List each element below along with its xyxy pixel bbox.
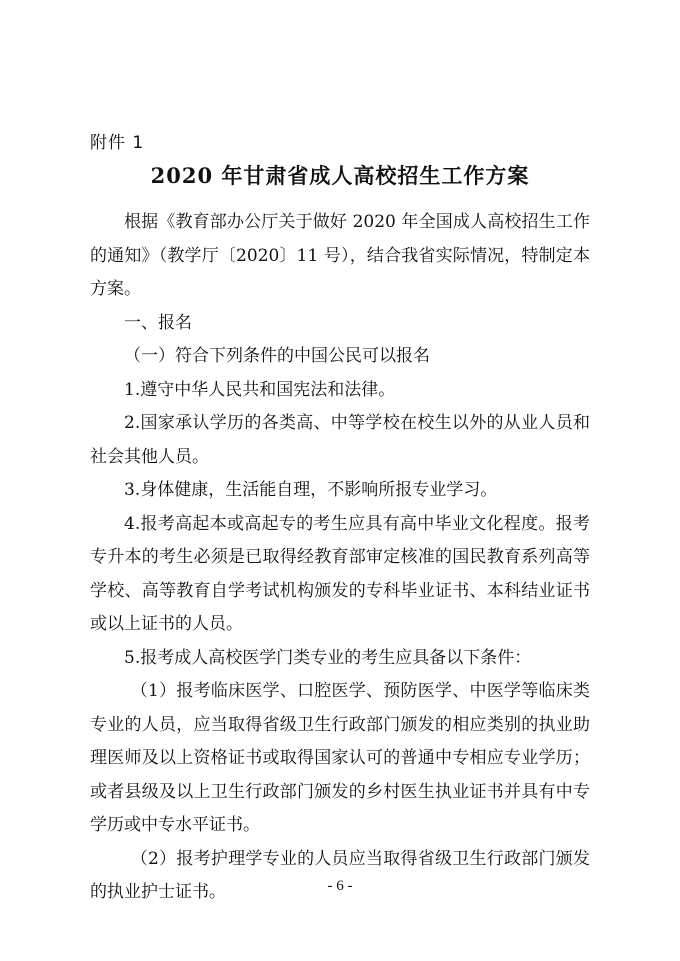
condition-item: 3.身体健康，生活能自理，不影响所报专业学习。 bbox=[124, 480, 498, 500]
document-title: 2020 年甘肃省成人高校招生工作方案 bbox=[150, 163, 530, 188]
condition-item: 4.报考高起本或高起专的考生应具有高中毕业文化程度。报考专升本的考生必须是已取得经教育部审定核准的国民教育系列高等学校、高等教育自学考试机构颁发的专科毕业证书、本科结业证书或以上证书的人员。 bbox=[90, 513, 590, 634]
condition-item: 1.遵守中华人民共和国宪法和法律。 bbox=[124, 379, 396, 400]
condition-item: 5.报考成人高校医学门类专业的考生应具备以下条件： bbox=[124, 647, 532, 668]
medical-condition-item: （2）报考护理学专业的人员应当取得省级卫生行政部门颁发的执业护士证书。 bbox=[90, 848, 590, 902]
section-heading: 一、报名 bbox=[124, 312, 192, 333]
page-number: - 6 - bbox=[327, 878, 353, 894]
attachment-label: 附件 1 bbox=[90, 133, 145, 153]
intro-paragraph: 根据《教育部办公厅关于做好 2020 年全国成人高校招生工作的通知》（教学厅〔2020〕11 号），结合我省实际情况，特制定本方案。 bbox=[90, 212, 590, 299]
subsection-heading: （一）符合下列条件的中国公民可以报名 bbox=[124, 346, 430, 366]
condition-item: 2.国家承认学历的各类高、中等学校在校生以外的从业人员和社会其他人员。 bbox=[90, 413, 590, 467]
document-body bbox=[90, 206, 590, 910]
medical-condition-item: （1）报考临床医学、口腔医学、预防医学、中医学等临床类专业的人员，应当取得省级卫生行政部门颁发的相应类别的执业助理医师及以上资格证书或取得国家认可的普通中专相应专业学历；或者县级及以上卫生行政部门颁发的乡村医生执业证书并具有中专学历或中专水平证书。 bbox=[90, 681, 590, 835]
